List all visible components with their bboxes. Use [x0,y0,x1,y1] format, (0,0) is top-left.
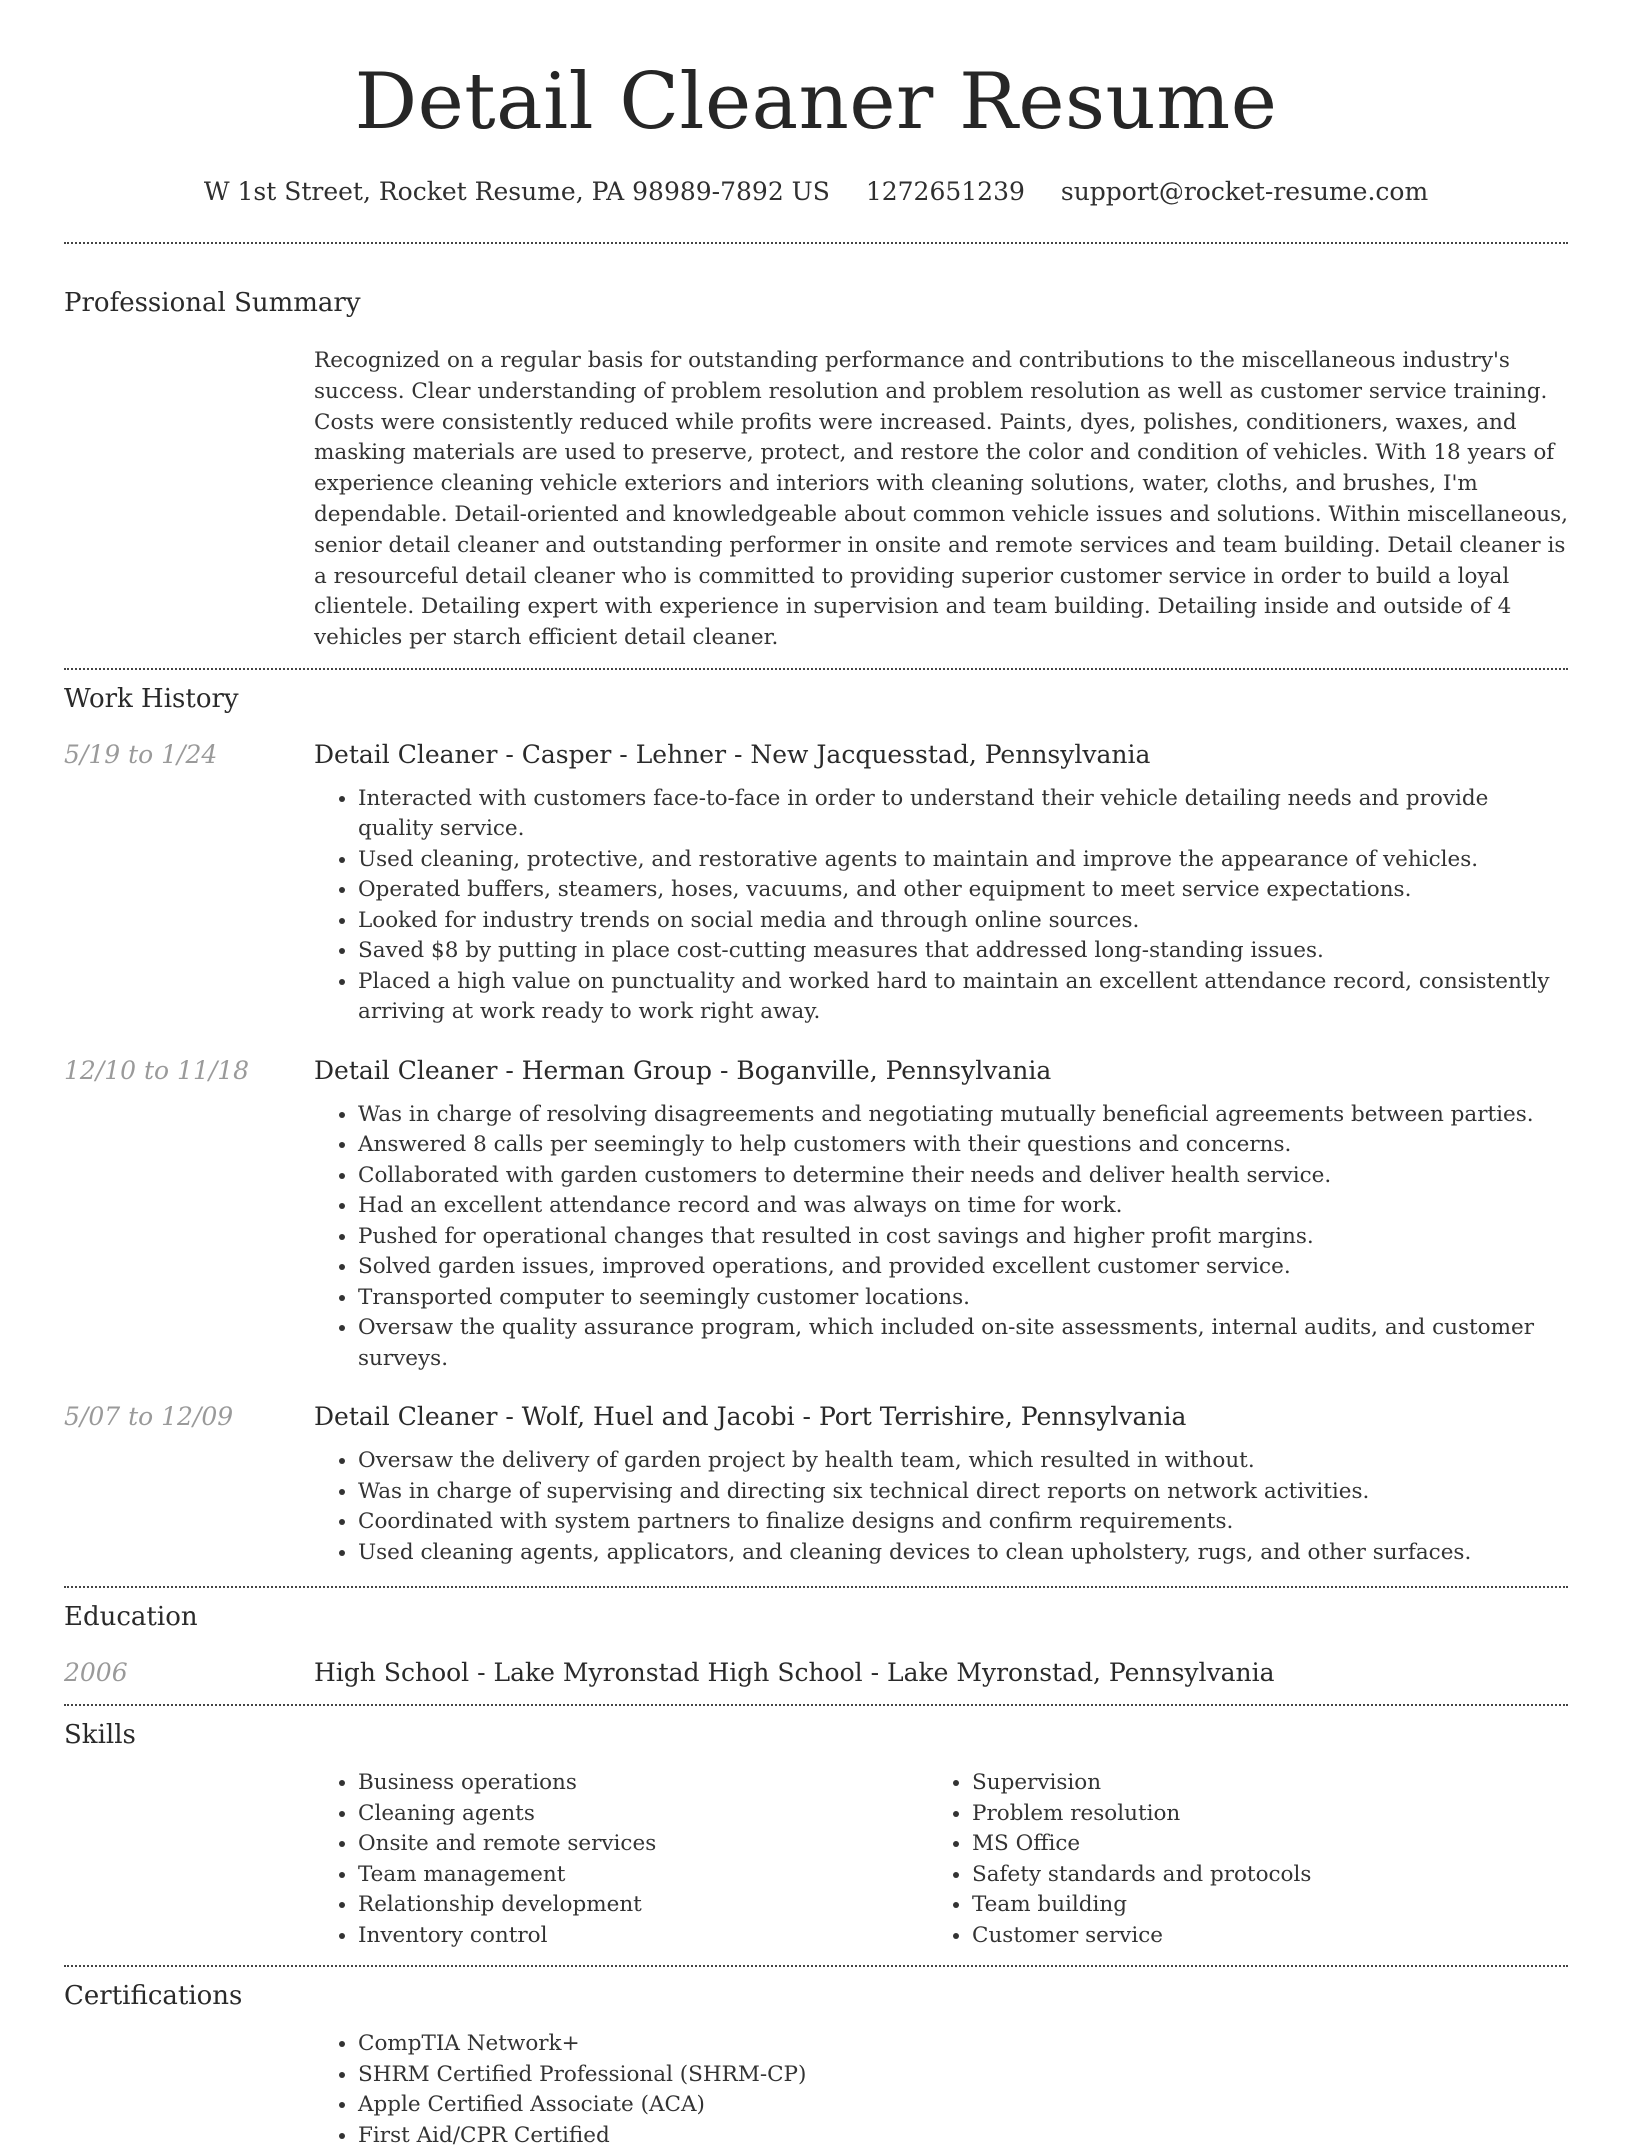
education-date: 2006 [64,1658,128,1688]
education-school: High School - Lake Myronstad High School - Lake Myronstad, Pennsylvania [314,1658,1275,1688]
list-item: • Interacted with customers face-to-face in order to understand their vehicle detailing needs and provide quality service. [358,784,1568,845]
list-item: • Answered 8 calls per seemingly to help customers with their questions and concerns. [358,1130,1568,1161]
list-item: • MS Office [972,1829,1472,1860]
job-bullets [314,1446,1568,1568]
section-title-education: Education [64,1602,198,1633]
job-date: 12/10 to 11/18 [64,1055,250,1085]
job-role: Detail Cleaner - Wolf, Huel and Jacobi - Port Terrishire, Pennsylvania [314,1402,1187,1432]
list-item: • Cleaning agents [358,1799,928,1830]
list-item: • Saved $8 by putting in place cost-cutting measures that addressed long-standing issues. [358,936,1568,967]
list-item: • Solved garden issues, improved operations, and provided excellent customer service. [358,1252,1568,1283]
list-item: • Safety standards and protocols [972,1860,1472,1891]
list-item: • Used cleaning agents, applicators, and cleaning devices to clean upholstery, rugs, and other surfaces. [358,1538,1568,1569]
list-item: • Relationship development [358,1890,928,1921]
contact-line [64,176,1568,208]
list-item: • Collaborated with garden customers to determine their needs and deliver health service. [358,1161,1568,1192]
education-entry [64,1656,1568,1704]
list-item: • Supervision [972,1768,1472,1799]
skills-columns [314,1768,1568,1965]
list-item: • Customer service [972,1921,1472,1952]
list-item: • CompTIA Network+ [358,2029,1568,2060]
resume-title: Detail Cleaner Resume [354,57,1278,147]
list-item: • Had an excellent attendance record and was always on time for work. [358,1191,1568,1222]
job-role: Detail Cleaner - Casper - Lehner - New Jacquesstad, Pennsylvania [314,739,1151,769]
list-item: • First Aid/CPR Certified [358,2121,1568,2151]
list-item: • Operated buffers, steamers, hoses, vacuums, and other equipment to meet service expectations. [358,875,1568,906]
list-item: • Placed a high value on punctuality and worked hard to maintain an excellent attendance record, consistently arriving at work ready to work right away. [358,967,1568,1028]
job-bullets [314,1100,1568,1375]
job-role: Detail Cleaner - Herman Group - Boganville, Pennsylvania [314,1055,1052,1085]
list-item: • Inventory control [358,1921,928,1952]
list-item: • Coordinated with system partners to finalize designs and confirm requirements. [358,1507,1568,1538]
list-item: • Looked for industry trends on social media and through online sources. [358,906,1568,937]
job-entry [64,738,1568,1028]
certifications-list [314,2029,1568,2151]
contact-address: W 1st Street, Rocket Resume, PA 98989-7892 US [203,177,830,206]
job-entry [64,1400,1568,1568]
list-item: • Team management [358,1860,928,1891]
list-item: • Was in charge of resolving disagreements and negotiating mutually beneficial agreements between parties. [358,1100,1568,1131]
list-item: • Onsite and remote services [358,1829,928,1860]
list-item: • Oversaw the delivery of garden project by health team, which resulted in without. [358,1446,1568,1477]
list-item: • Apple Certified Associate (ACA) [358,2090,1568,2121]
list-item: • Oversaw the quality assurance program, which included on-site assessments, internal audits, and customer surveys. [358,1313,1568,1374]
list-item: • Team building [972,1890,1472,1921]
list-item: • Used cleaning, protective, and restorative agents to maintain and improve the appearance of vehicles. [358,845,1568,876]
job-date: 5/07 to 12/09 [64,1402,234,1432]
list-item: • Pushed for operational changes that resulted in cost savings and higher profit margins. [358,1222,1568,1253]
skills-left-list [314,1768,928,1951]
list-item: • Was in charge of supervising and directing six technical direct reports on network activities. [358,1477,1568,1508]
contact-email: support@rocket-resume.com [1060,177,1429,206]
section-title-certifications: Certifications [64,1981,243,2012]
contact-phone: 1272651239 [865,177,1025,206]
section-title-summary: Professional Summary [64,288,361,318]
job-bullets [314,784,1568,1028]
section-title-work: Work History [64,683,239,714]
list-item: • Problem resolution [972,1799,1472,1830]
summary-text: Recognized on a regular basis for outstanding performance and contributions to the miscellaneous industry's success. Clear understanding of problem resolution and problem resolution as well as customer service training. Costs were consistently reduced while profits were increased. Paints, dyes, polishes, conditioners, waxes, and masking materials are used to preserve, protect, and restore the color and condition of vehicles. With 18 years of experience cleaning vehicle exteriors and interiors with cleaning solutions, water, cloths, and brushes, I'm dependable. Detail-oriented and knowledgeable about common vehicle issues and solutions. Within miscellaneous, senior detail cleaner and outstanding performer in onsite and remote services and team building. Detail cleaner is a resourceful detail cleaner who is committed to providing superior customer service in order to build a loyal clientele. Detailing expert with experience in supervision and team building. Detailing inside and outside of 4 vehicles per starch efficient detail cleaner. [314,348,1569,651]
list-item: • Business operations [358,1768,928,1799]
list-item: • SHRM Certified Professional (SHRM-CP) [358,2060,1568,2091]
list-item: • Transported computer to seemingly customer locations. [358,1283,1568,1314]
section-title-skills: Skills [64,1720,136,1751]
skills-right-list [928,1768,1472,1951]
job-entry [64,1054,1568,1375]
job-date: 5/19 to 1/24 [64,739,218,769]
